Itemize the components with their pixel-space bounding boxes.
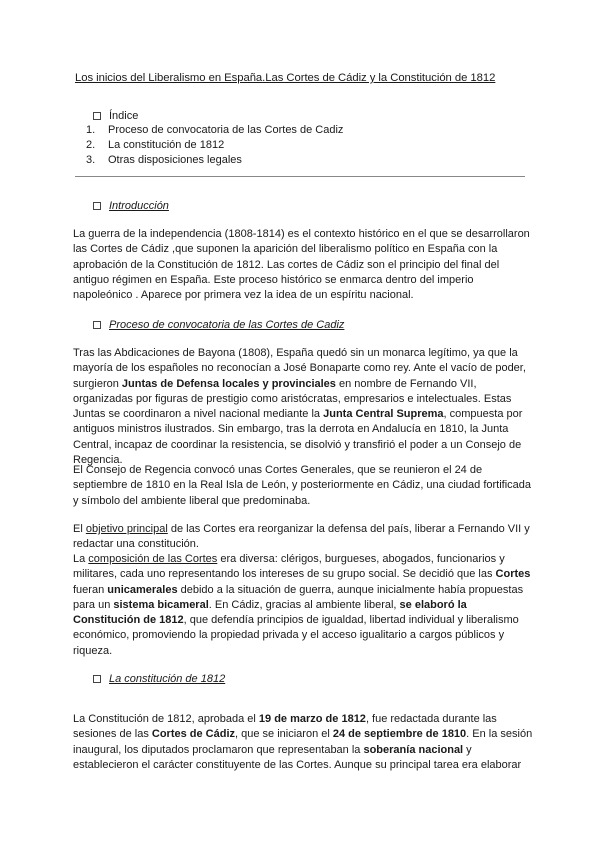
horizontal-divider xyxy=(75,176,525,177)
constitucion-heading: La constitución de 1812 xyxy=(109,673,226,685)
list-item xyxy=(86,138,343,153)
checkbox-icon[interactable] xyxy=(93,112,101,120)
list-text: Otras disposiciones legales xyxy=(108,154,242,166)
proceso-paragraph-1: Tras las Abdicaciones de Bayona (1808), España quedó sin un monarca legítimo, ya que la mayoría de los españoles no reconocían a José Bonaparte como rey. Ante el vacío de poder, surgieron Juntas de Defensa locales y provinciales en nombre de Fernando VII, organizadas por figuras de prestigio como aristócratas, empresarios e intelectuales. Estas Juntas se coordinaron a nivel nacional mediante la Junta Central Suprema, compuesta por antiguos ministros ilustrados. Sin embargo, tras la derrota en Andalucía en 1810, la Junta Central, incapaz de coordinar la resistencia, se disolvió y transfirió el poder a un Consejo de Regencia. xyxy=(73,347,526,467)
list-number: 2. xyxy=(86,139,96,151)
document-title: Los inicios del Liberalismo en España.Las Cortes de Cádiz y la Constitución de 1812 xyxy=(75,72,496,84)
proceso-heading-row xyxy=(93,319,344,331)
index-heading-row xyxy=(93,110,138,122)
intro-heading: Introducción xyxy=(109,200,169,212)
proceso-heading: Proceso de convocatoria de las Cortes de Cadiz xyxy=(109,319,345,331)
list-text: Proceso de convocatoria de las Cortes de Cadiz xyxy=(108,124,344,136)
proceso-paragraph-2: El Consejo de Regencia convocó unas Cortes Generales, que se reunieron el 24 de septiembre de 1810 en la Real Isla de León, y posteriormente en Cádiz, una ciudad fortificada y símbolo del ambiente liberal que predominaba. xyxy=(73,464,532,507)
checkbox-icon[interactable] xyxy=(93,675,101,683)
list-item xyxy=(86,123,343,138)
index-heading: Índice xyxy=(109,110,139,122)
table-of-contents xyxy=(86,123,343,168)
list-number: 1. xyxy=(86,124,96,136)
checkbox-icon[interactable] xyxy=(93,321,101,329)
list-item xyxy=(86,153,343,168)
proceso-paragraph-3: El objetivo principal de las Cortes era reorganizar la defensa del país, liberar a Fernando VII y redactar una constitución. xyxy=(73,523,530,551)
list-text: La constitución de 1812 xyxy=(108,139,225,151)
constitucion-paragraph: La Constitución de 1812, aprobada el 19 de marzo de 1812, fue redactada durante las sesiones de las Cortes de Cádiz, que se iniciaron el 24 de septiembre de 1810. En la sesión inaugural, los diputados proclamaron que representaban la soberanía nacional y establecieron el carácter constituyente de las Cortes. Aunque su principal tarea era elaborar xyxy=(73,713,533,771)
proceso-paragraph-4: La composición de las Cortes era diversa: clérigos, burgueses, abogados, funcionarios y militares, cada uno representando los intereses de su grupo social. Se decidió que las Cortes fueran unicamerales debido a la situación de guerra, aunque inicialmente había propuestas para un sistema bicameral. En Cádiz, gracias al ambiente liberal, se elaboró la Constitución de 1812, que defendía principios de igualdad, libertad individual y liberalismo económico, promoviendo la propiedad privada y el acceso igualitario a cargos públicos y riqueza. xyxy=(73,553,531,657)
checkbox-icon[interactable] xyxy=(93,202,101,210)
intro-heading-row xyxy=(93,200,169,212)
intro-paragraph: La guerra de la independencia (1808-1814) es el contexto histórico en el que se desarrollaron las Cortes de Cádiz ,que suponen la aparición del liberalismo político en España con la aprobación de la Constitución de 1812. Las cortes de Cádiz son el principio del final del antiguo régimen en España. Este proceso histórico se enmarca dentro del imperio napoleónico . Aparece por primera vez la idea de un espíritu nacional. xyxy=(73,228,530,302)
constitucion-heading-row xyxy=(93,673,225,685)
list-number: 3. xyxy=(86,154,96,166)
